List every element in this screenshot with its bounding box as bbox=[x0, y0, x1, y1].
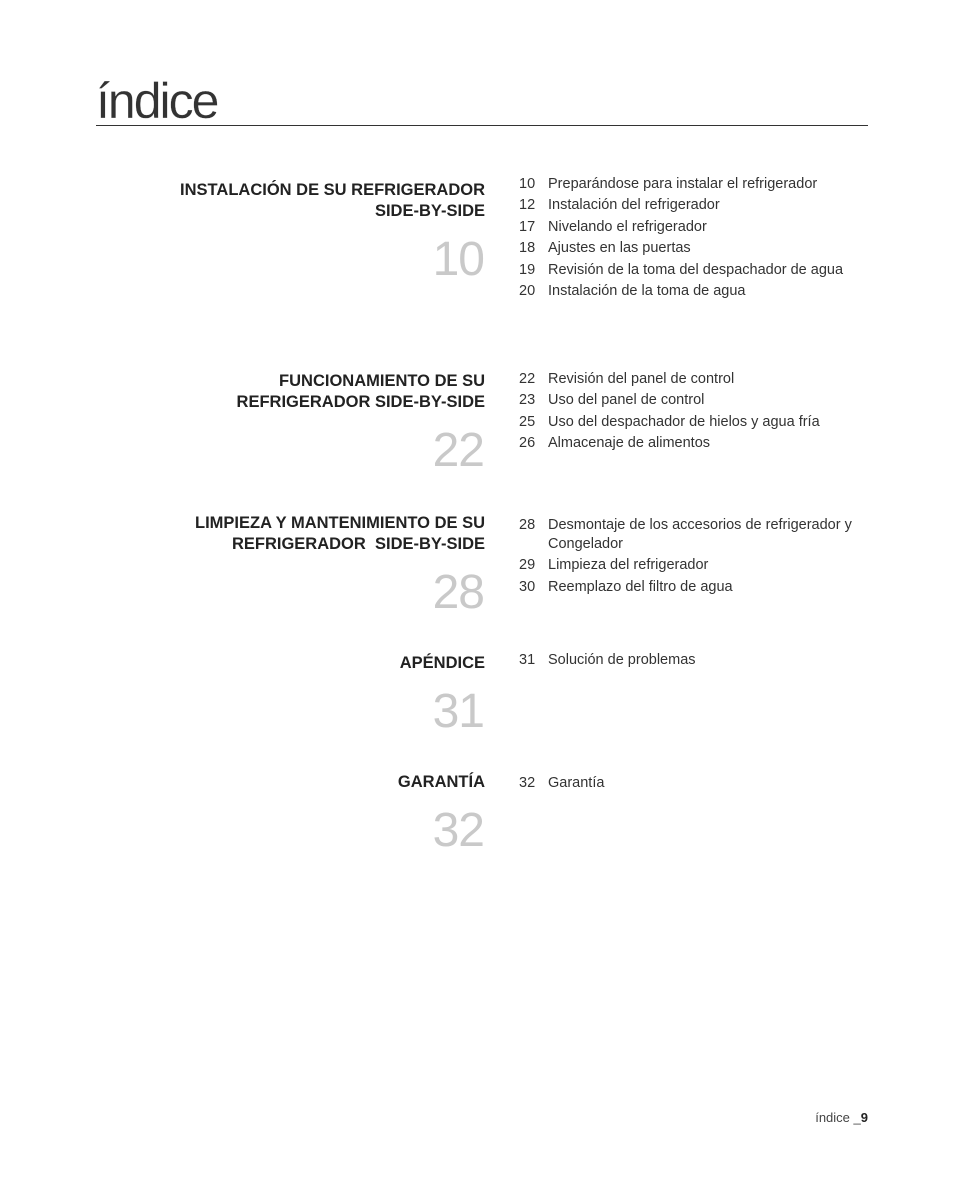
toc-list-operation bbox=[519, 370, 869, 456]
toc-entry-text: Solución de problemas bbox=[548, 652, 696, 668]
toc-entry[interactable] bbox=[519, 651, 869, 670]
toc-entry-page: 25 bbox=[519, 413, 536, 430]
section-heading-line: REFRIGERADOR SIDE-BY-SIDE bbox=[231, 535, 485, 553]
page-footer bbox=[815, 1110, 868, 1125]
toc-entry[interactable] bbox=[519, 556, 869, 575]
toc-list-warranty bbox=[519, 774, 869, 795]
toc-entry-text: Instalación del refrigerador bbox=[548, 197, 720, 214]
toc-entry-page: 22 bbox=[519, 371, 536, 387]
footer-label: índice _ bbox=[815, 1110, 861, 1125]
section-heading-line: APÉNDICE bbox=[399, 654, 485, 672]
section-page-number: 31 bbox=[432, 685, 484, 738]
toc-entry[interactable] bbox=[519, 774, 869, 793]
section-heading-line: GARANTÍA bbox=[397, 773, 485, 791]
toc-entry-text: Revisión de la toma del despachador de agua bbox=[548, 261, 844, 278]
section-heading-installation bbox=[65, 180, 485, 222]
toc-entry[interactable] bbox=[519, 413, 869, 432]
toc-entry[interactable] bbox=[519, 434, 869, 453]
toc-entry-text: Nivelando el refrigerador bbox=[548, 218, 707, 235]
section-heading-warranty bbox=[65, 772, 485, 793]
section-heading-line: FUNCIONAMIENTO DE SU bbox=[279, 372, 485, 390]
toc-entry[interactable] bbox=[519, 196, 869, 215]
toc-entry-text: Uso del despachador de hielos y agua fría bbox=[548, 413, 820, 430]
toc-entry[interactable] bbox=[519, 516, 869, 554]
toc-entry[interactable] bbox=[519, 370, 869, 389]
toc-entry-text: Reemplazo del filtro de agua bbox=[548, 578, 733, 595]
section-heading-line: SIDE-BY-SIDE bbox=[374, 202, 485, 220]
toc-entry[interactable] bbox=[519, 239, 869, 258]
section-heading-cleaning bbox=[65, 513, 485, 555]
toc-entry-text: Preparándose para instalar el refrigerador bbox=[548, 176, 818, 192]
section-heading-line: REFRIGERADOR SIDE-BY-SIDE bbox=[236, 393, 485, 411]
section-heading-appendix bbox=[65, 653, 485, 674]
toc-entry-page: 30 bbox=[519, 578, 536, 595]
section-heading-line: LIMPIEZA Y MANTENIMIENTO DE SU bbox=[195, 514, 485, 532]
toc-entry-page: 26 bbox=[519, 435, 536, 452]
toc-entry-text: Almacenaje de alimentos bbox=[548, 435, 711, 452]
toc-list-appendix bbox=[519, 651, 869, 672]
section-page-number: 32 bbox=[432, 804, 484, 857]
toc-entry-page: 31 bbox=[519, 652, 536, 668]
toc-entry[interactable] bbox=[519, 578, 869, 597]
toc-list-installation bbox=[519, 175, 869, 303]
toc-entry-text: Garantía bbox=[548, 775, 605, 791]
toc-entry[interactable] bbox=[519, 175, 869, 194]
toc-entry-text: Revisión del panel de control bbox=[548, 371, 735, 387]
toc-entry[interactable] bbox=[519, 261, 869, 280]
page-title: índice bbox=[96, 73, 218, 129]
toc-entry-page: 23 bbox=[519, 392, 536, 409]
toc-entry-page: 28 bbox=[519, 517, 536, 533]
toc-entry-text: Ajustes en las puertas bbox=[548, 240, 691, 257]
toc-entry-text: Limpieza del refrigerador bbox=[548, 557, 709, 574]
toc-entry-text: Instalación de la toma de agua bbox=[548, 282, 746, 299]
toc-entry-page: 18 bbox=[519, 240, 536, 257]
toc-entry[interactable] bbox=[519, 218, 869, 237]
section-heading-line: INSTALACIÓN DE SU REFRIGERADOR bbox=[180, 181, 485, 199]
toc-entry-page: 10 bbox=[519, 176, 536, 192]
footer-page-number: 9 bbox=[860, 1110, 868, 1125]
toc-entry-text: Uso del panel de control bbox=[548, 392, 705, 409]
section-page-number: 28 bbox=[432, 566, 484, 619]
toc-entry-page: 17 bbox=[519, 218, 536, 235]
toc-entry-text: Desmontaje de los accesorios de refrigerador y Congelador bbox=[548, 517, 852, 552]
toc-entry-page: 32 bbox=[519, 775, 536, 791]
toc-entry[interactable] bbox=[519, 282, 869, 301]
section-page-number: 22 bbox=[432, 424, 484, 477]
toc-entry-page: 19 bbox=[519, 261, 536, 278]
title-divider bbox=[96, 125, 868, 126]
toc-entry-page: 12 bbox=[519, 197, 536, 214]
section-page-number: 10 bbox=[432, 233, 484, 286]
section-heading-operation bbox=[65, 371, 485, 413]
toc-entry[interactable] bbox=[519, 391, 869, 410]
toc-entry-page: 29 bbox=[519, 557, 536, 574]
toc-entry-page: 20 bbox=[519, 282, 536, 299]
toc-list-cleaning bbox=[519, 516, 869, 599]
